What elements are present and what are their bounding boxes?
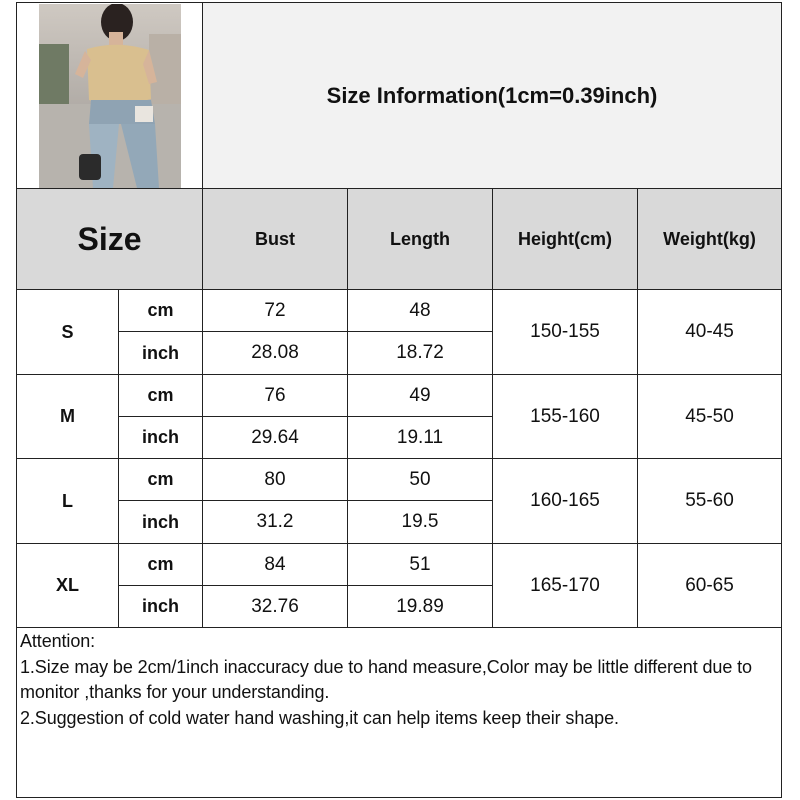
height-value: 155-160 xyxy=(530,405,600,427)
length-cm-cell xyxy=(348,290,492,331)
unit-label: cm xyxy=(147,469,174,489)
table-row-size xyxy=(17,459,118,543)
bust-inch-value: 29.64 xyxy=(251,426,299,448)
unit-cm xyxy=(119,290,202,331)
page-title: Size Information(1cm=0.39inch) xyxy=(326,82,658,108)
length-cm-value: 50 xyxy=(409,468,431,490)
bust-cm-cell xyxy=(203,459,347,500)
unit-label: inch xyxy=(141,427,179,447)
length-inch-value: 19.89 xyxy=(396,595,444,617)
length-cm-cell xyxy=(348,459,492,500)
length-header-label: Length xyxy=(390,228,450,249)
length-inch-cell xyxy=(348,332,492,374)
weight-value: 40-45 xyxy=(685,321,734,342)
weight-value: 55-60 xyxy=(685,490,734,511)
weight-cell xyxy=(638,544,781,627)
unit-cm xyxy=(119,459,202,500)
bust-cm-value: 80 xyxy=(264,468,286,490)
unit-inch xyxy=(119,332,202,374)
bust-cm-value: 84 xyxy=(264,553,286,575)
weight-header xyxy=(638,189,781,289)
unit-label: cm xyxy=(147,300,174,320)
height-header-label: Height(cm) xyxy=(518,228,612,249)
weight-cell xyxy=(638,459,781,543)
length-inch-cell xyxy=(348,501,492,543)
bust-cm-cell xyxy=(203,290,347,331)
bust-inch-cell xyxy=(203,332,347,374)
height-cell xyxy=(493,375,637,458)
weight-value: 45-50 xyxy=(685,405,734,427)
unit-cm xyxy=(119,375,202,416)
weight-header-label: Weight(kg) xyxy=(663,228,756,249)
table-row-size xyxy=(17,375,118,458)
bust-inch-cell xyxy=(203,586,347,627)
height-cell xyxy=(493,290,637,374)
unit-inch xyxy=(119,501,202,543)
length-inch-cell xyxy=(348,417,492,458)
bust-inch-value: 32.76 xyxy=(251,595,299,617)
notes-line-1: 1.Size may be 2cm/1inch inaccuracy due to hand measure,Color may be little different due to monitor ,thanks for your understanding. xyxy=(20,656,752,702)
length-cm-value: 51 xyxy=(409,553,431,575)
unit-label: inch xyxy=(141,342,179,363)
length-cm-cell xyxy=(348,375,492,416)
table-row-size xyxy=(17,290,118,374)
height-value: 160-165 xyxy=(530,490,600,511)
length-inch-value: 18.72 xyxy=(396,342,444,363)
attention-notes xyxy=(20,629,780,731)
size-header xyxy=(17,189,202,289)
unit-label: inch xyxy=(141,596,179,616)
bust-cm-cell xyxy=(203,375,347,416)
weight-cell xyxy=(638,375,781,458)
bust-inch-cell xyxy=(203,501,347,543)
height-value: 150-155 xyxy=(530,321,600,342)
length-inch-value: 19.5 xyxy=(401,511,439,532)
height-value: 165-170 xyxy=(530,574,600,596)
size-header-label: Size xyxy=(77,220,142,257)
bust-cm-value: 76 xyxy=(264,384,286,406)
table-row-size xyxy=(17,544,118,627)
size-label: M xyxy=(60,406,75,426)
weight-value: 60-65 xyxy=(685,574,734,596)
notes-line-2: 2.Suggestion of cold water hand washing,it can help items keep their shape. xyxy=(20,707,619,728)
bust-inch-cell xyxy=(203,417,347,458)
unit-cm xyxy=(119,544,202,585)
title-panel xyxy=(203,3,781,188)
length-inch-cell xyxy=(348,586,492,627)
bust-inch-value: 28.08 xyxy=(251,342,299,363)
product-photo-image xyxy=(39,4,181,188)
bust-inch-value: 31.2 xyxy=(256,511,294,532)
unit-inch xyxy=(119,586,202,627)
unit-label: cm xyxy=(147,554,174,574)
bust-header xyxy=(203,189,347,289)
product-photo xyxy=(39,4,181,188)
height-header xyxy=(493,189,637,289)
bust-cm-value: 72 xyxy=(264,299,286,321)
height-cell xyxy=(493,544,637,627)
length-cm-cell xyxy=(348,544,492,585)
notes-heading: Attention: xyxy=(20,631,96,651)
bust-cm-cell xyxy=(203,544,347,585)
length-cm-value: 49 xyxy=(409,384,431,406)
size-label: L xyxy=(62,490,73,511)
unit-label: cm xyxy=(147,385,174,405)
weight-cell xyxy=(638,290,781,374)
bust-header-label: Bust xyxy=(255,228,295,249)
length-cm-value: 48 xyxy=(409,299,431,321)
size-label: XL xyxy=(55,575,79,595)
unit-label: inch xyxy=(141,511,179,532)
length-inch-value: 19.11 xyxy=(396,426,444,448)
height-cell xyxy=(493,459,637,543)
unit-inch xyxy=(119,417,202,458)
length-header xyxy=(348,189,492,289)
size-label: S xyxy=(61,321,74,342)
